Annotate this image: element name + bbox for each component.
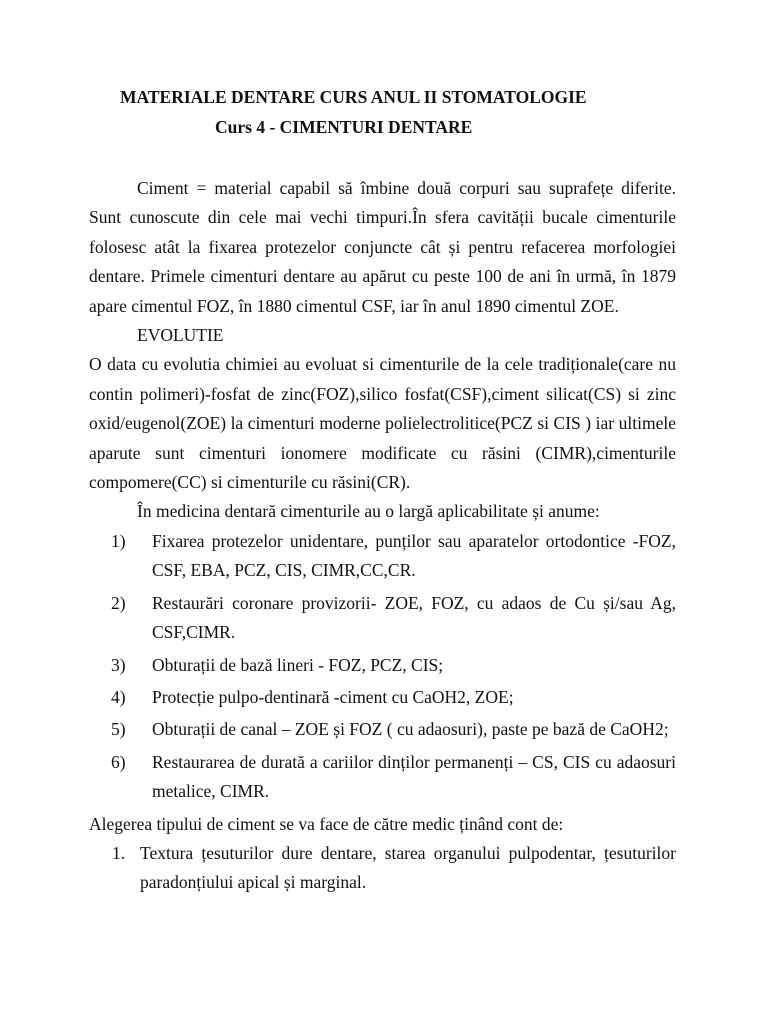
applications-list: [89, 527, 676, 807]
list-item-number: 2): [111, 592, 126, 613]
document-subtitle: Curs 4 - CIMENTURI DENTARE: [215, 117, 473, 137]
list-item-number: 4): [111, 686, 126, 707]
criteria-list: [89, 839, 676, 898]
applications-intro: În medicina dentară cimenturile au o largă aplicabilitate și anume:: [137, 501, 600, 522]
section-heading-evolutie: EVOLUTIE: [137, 325, 224, 346]
list-item-text: Fixarea protezelor unidentare, punților sau aparatelor ortodontice -FOZ, CSF, EBA, PCZ, CIS, CIMR,CC,CR.: [152, 530, 676, 581]
list-item-number: 6): [111, 751, 126, 772]
list-item: [89, 589, 676, 648]
intro-paragraph: Ciment = material capabil să îmbine două corpuri sau suprafețe diferite. Sunt cunoscute din cele mai vechi timpuri.În sfera cavității bucale cimenturile folosesc atât la fixarea protezelor conjuncte cât și pentru refacerea morfologiei dentare. Primele cimenturi dentare au apărut cu peste 100 de ani în urmă, în 1879 apare cimentul FOZ, în 1880 cimentul CSF, iar în anul 1890 cimentul ZOE.: [89, 178, 676, 316]
list-item: [89, 748, 676, 807]
list-item: [89, 715, 676, 744]
evolution-paragraph: O data cu evolutia chimiei au evoluat si cimenturile de la cele tradiționale(care nu contin polimeri)-fosfat de zinc(FOZ),silico fosfat(CSF),ciment silicat(CS) si zinc oxid/eugenol(ZOE) la cimenturi moderne polielectrolitice(PCZ si CIS ) iar ultimele aparute sunt cimenturi ionomere modificate cu răsini (CIMR),cimenturile compomere(CC) si cimenturile cu răsini(CR).: [89, 354, 676, 493]
list-item-number: 5): [111, 719, 126, 740]
list-item-text: Obturații de bază lineri - FOZ, PCZ, CIS;: [152, 654, 444, 675]
list-item-number: 1): [111, 530, 126, 551]
list-item: [89, 651, 676, 680]
list-item-text: Restaurarea de durată a cariilor dinților permanenți – CS, CIS cu adaosuri metalice, CIMR.: [152, 751, 676, 802]
list-item: [89, 683, 676, 712]
list-item-text: Obturații de canal – ZOE și FOZ ( cu adaosuri), paste pe bază de CaOH2;: [152, 719, 669, 740]
document-body: [89, 174, 676, 901]
list-item-number: 1.: [112, 842, 126, 863]
list-item: [89, 839, 676, 898]
list-item-number: 3): [111, 654, 126, 675]
criteria-intro: Alegerea tipului de ciment se va face de către medic ținând cont de:: [89, 813, 564, 834]
list-item-text: Textura țesuturilor dure dentare, starea organului pulpodentar, țesuturilor paradonțiului apical și marginal.: [140, 842, 676, 893]
list-item-text: Protecție pulpo-dentinară -ciment cu CaOH2, ZOE;: [152, 686, 514, 707]
document-title: MATERIALE DENTARE CURS ANUL II STOMATOLOGIE: [120, 87, 587, 107]
list-item: [89, 527, 676, 586]
list-item-text: Restaurări coronare provizorii- ZOE, FOZ, cu adaos de Cu și/sau Ag, CSF,CIMR.: [152, 592, 676, 643]
